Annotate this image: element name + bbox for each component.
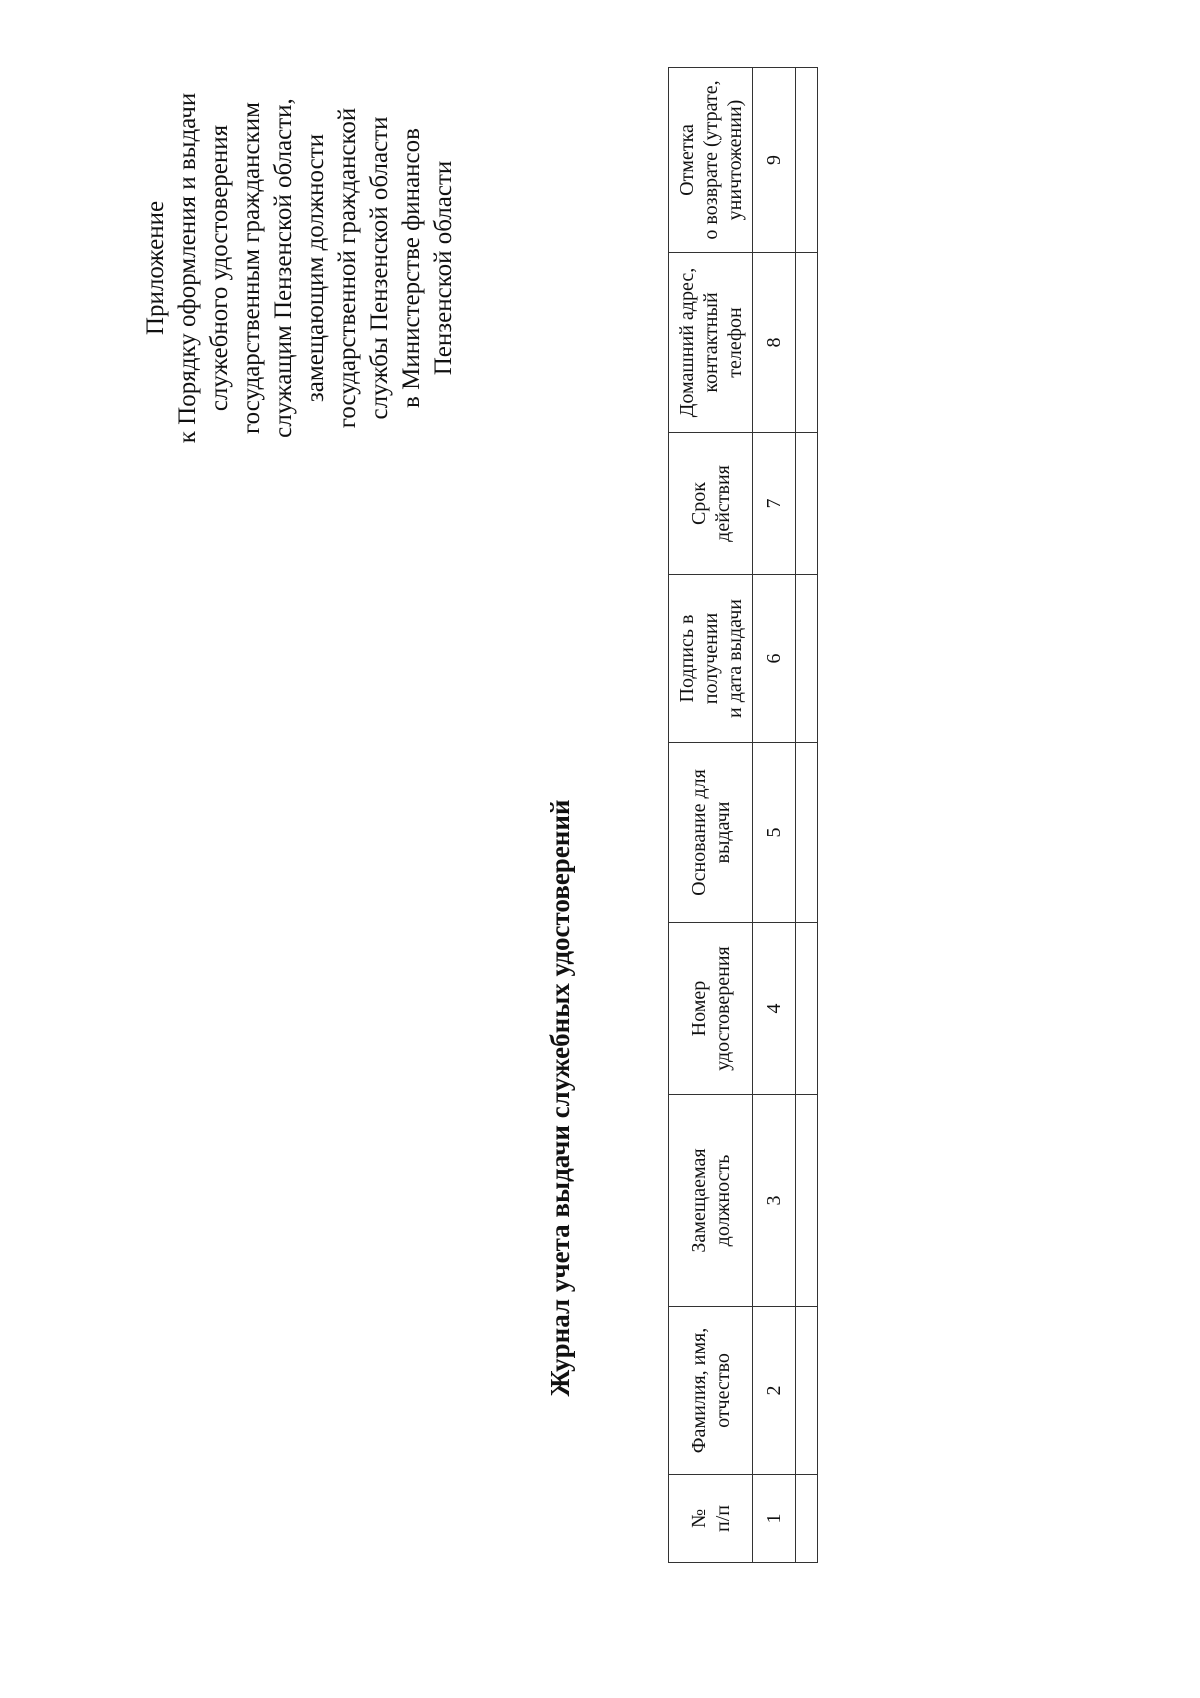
appendix-note: [140, 58, 460, 478]
appendix-line: государственной гражданской: [334, 107, 361, 429]
empty-cell: [796, 743, 818, 923]
header-cell-signature-date: Подпись в получении и дата выдачи: [669, 575, 753, 743]
appendix-line: замещающим должности: [302, 133, 329, 403]
header-cell-basis: Основание для выдачи: [669, 743, 753, 923]
column-number-cell: 3: [753, 1095, 796, 1307]
empty-cell: [796, 1475, 818, 1563]
column-number-cell: 8: [753, 253, 796, 433]
empty-cell: [796, 575, 818, 743]
column-number-row: [753, 68, 796, 1563]
header-cell-full-name: Фамилия, имя, отчество: [669, 1307, 753, 1475]
column-number-cell: 6: [753, 575, 796, 743]
empty-cell: [796, 68, 818, 253]
appendix-line: государственным гражданским: [238, 102, 265, 434]
header-cell-return-mark: Отметка о возврате (утрате, уничтожении): [669, 68, 753, 253]
appendix-line: Приложение: [142, 200, 169, 336]
journal-table: [668, 67, 818, 1563]
column-number-cell: 2: [753, 1307, 796, 1475]
column-number-cell: 4: [753, 923, 796, 1095]
appendix-line: Пензенской области: [430, 160, 457, 376]
journal-title: Журнал учета выдачи служебных удостоверений: [545, 799, 575, 1397]
appendix-line: службы Пензенской области: [366, 116, 393, 420]
column-number-cell: 7: [753, 433, 796, 575]
empty-entry-row: [796, 68, 818, 1563]
table-header-row: [669, 68, 753, 1563]
header-cell-number: № п/п: [669, 1475, 753, 1563]
appendix-line: служащим Пензенской области,: [270, 98, 297, 438]
column-number-cell: 5: [753, 743, 796, 923]
column-number-cell: 1: [753, 1475, 796, 1563]
empty-cell: [796, 923, 818, 1095]
empty-cell: [796, 1307, 818, 1475]
empty-cell: [796, 1095, 818, 1307]
column-number-cell: 9: [753, 68, 796, 253]
header-cell-certificate-number: Номер удостоверения: [669, 923, 753, 1095]
header-cell-position: Замещаемая должность: [669, 1095, 753, 1307]
header-cell-validity: Срок действия: [669, 433, 753, 575]
empty-cell: [796, 433, 818, 575]
appendix-line: служебного удостоверения: [206, 124, 233, 412]
appendix-line: к Порядку оформления и выдачи: [174, 92, 201, 444]
header-cell-address-phone: Домашний адрес, контактный телефон: [669, 253, 753, 433]
appendix-line: в Министерстве финансов: [398, 128, 425, 408]
empty-cell: [796, 253, 818, 433]
